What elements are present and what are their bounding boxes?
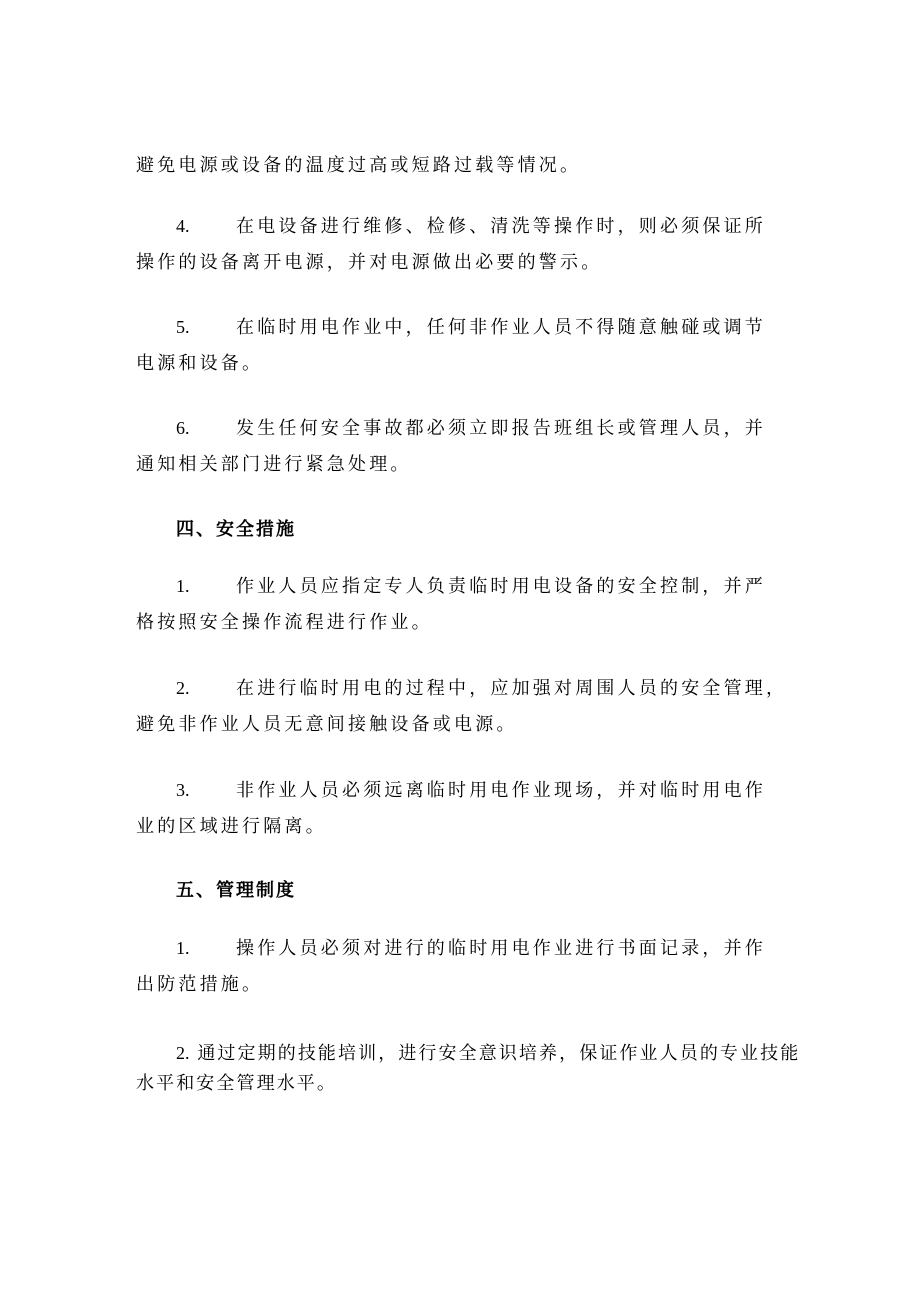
list-item-6 [136,410,766,483]
intro-paragraph [136,148,756,184]
paragraph-line: 格按照安全操作流程进行作业。 [136,612,433,633]
item-number: 1. [176,938,190,958]
section5-item-1 [136,930,766,1003]
paragraph-line: 非作业人员必须远离临时用电作业现场，并对临时用电作 [236,780,766,801]
paragraph-line: 通知相关部门进行紧急处理。 [136,454,412,475]
section-heading-5: 五、管理制度 [176,880,296,901]
item-number: 5. [176,317,190,337]
paragraph-line: 在进行临时用电的过程中，应加强对周围人员的安全管理， [236,678,788,699]
paragraph-line: 在临时用电作业中，任何非作业人员不得随意触碰或调节 [236,317,766,338]
item-number: 1. [176,576,190,596]
paragraph-line: 作业人员应指定专人负责临时用电设备的安全控制，并严 [236,576,766,597]
paragraph-line: 业的区域进行隔离。 [136,816,327,837]
paragraph-line: 通过定期的技能培训，进行安全意识培养，保证作业人员的专业技能 [197,1043,801,1064]
paragraph-line: 发生任何安全事故都必须立即报告班组长或管理人员，并 [236,418,766,439]
list-item-5 [136,309,766,382]
section4-item-1 [136,568,766,641]
paragraph-line: 在电设备进行维修、检修、清洗等操作时，则必须保证所 [236,216,766,237]
item-number: 2. [176,1043,190,1063]
item-number: 4. [176,216,190,236]
item-number: 6. [176,418,190,438]
section-heading-4: 四、安全措施 [176,519,296,540]
item-number: 2. [176,678,190,698]
paragraph-line: 操作人员必须对进行的临时用电作业进行书面记录，并作 [236,938,766,959]
paragraph-line: 出防范措施。 [136,974,264,995]
paragraph-line: 避免非作业人员无意间接触设备或电源。 [136,714,518,735]
paragraph-line: 水平和安全管理水平。 [136,1073,337,1094]
paragraph-line: 电源和设备。 [136,353,264,374]
paragraph-line: 操作的设备离开电源，并对电源做出必要的警示。 [136,252,603,273]
item-number: 3. [176,780,190,800]
section4-item-2 [136,670,788,743]
section5-item-2 [136,1035,816,1102]
section4-item-3 [136,772,766,845]
paragraph-line: 避免电源或设备的温度过高或短路过载等情况。 [136,155,582,176]
list-item-4 [136,208,766,281]
